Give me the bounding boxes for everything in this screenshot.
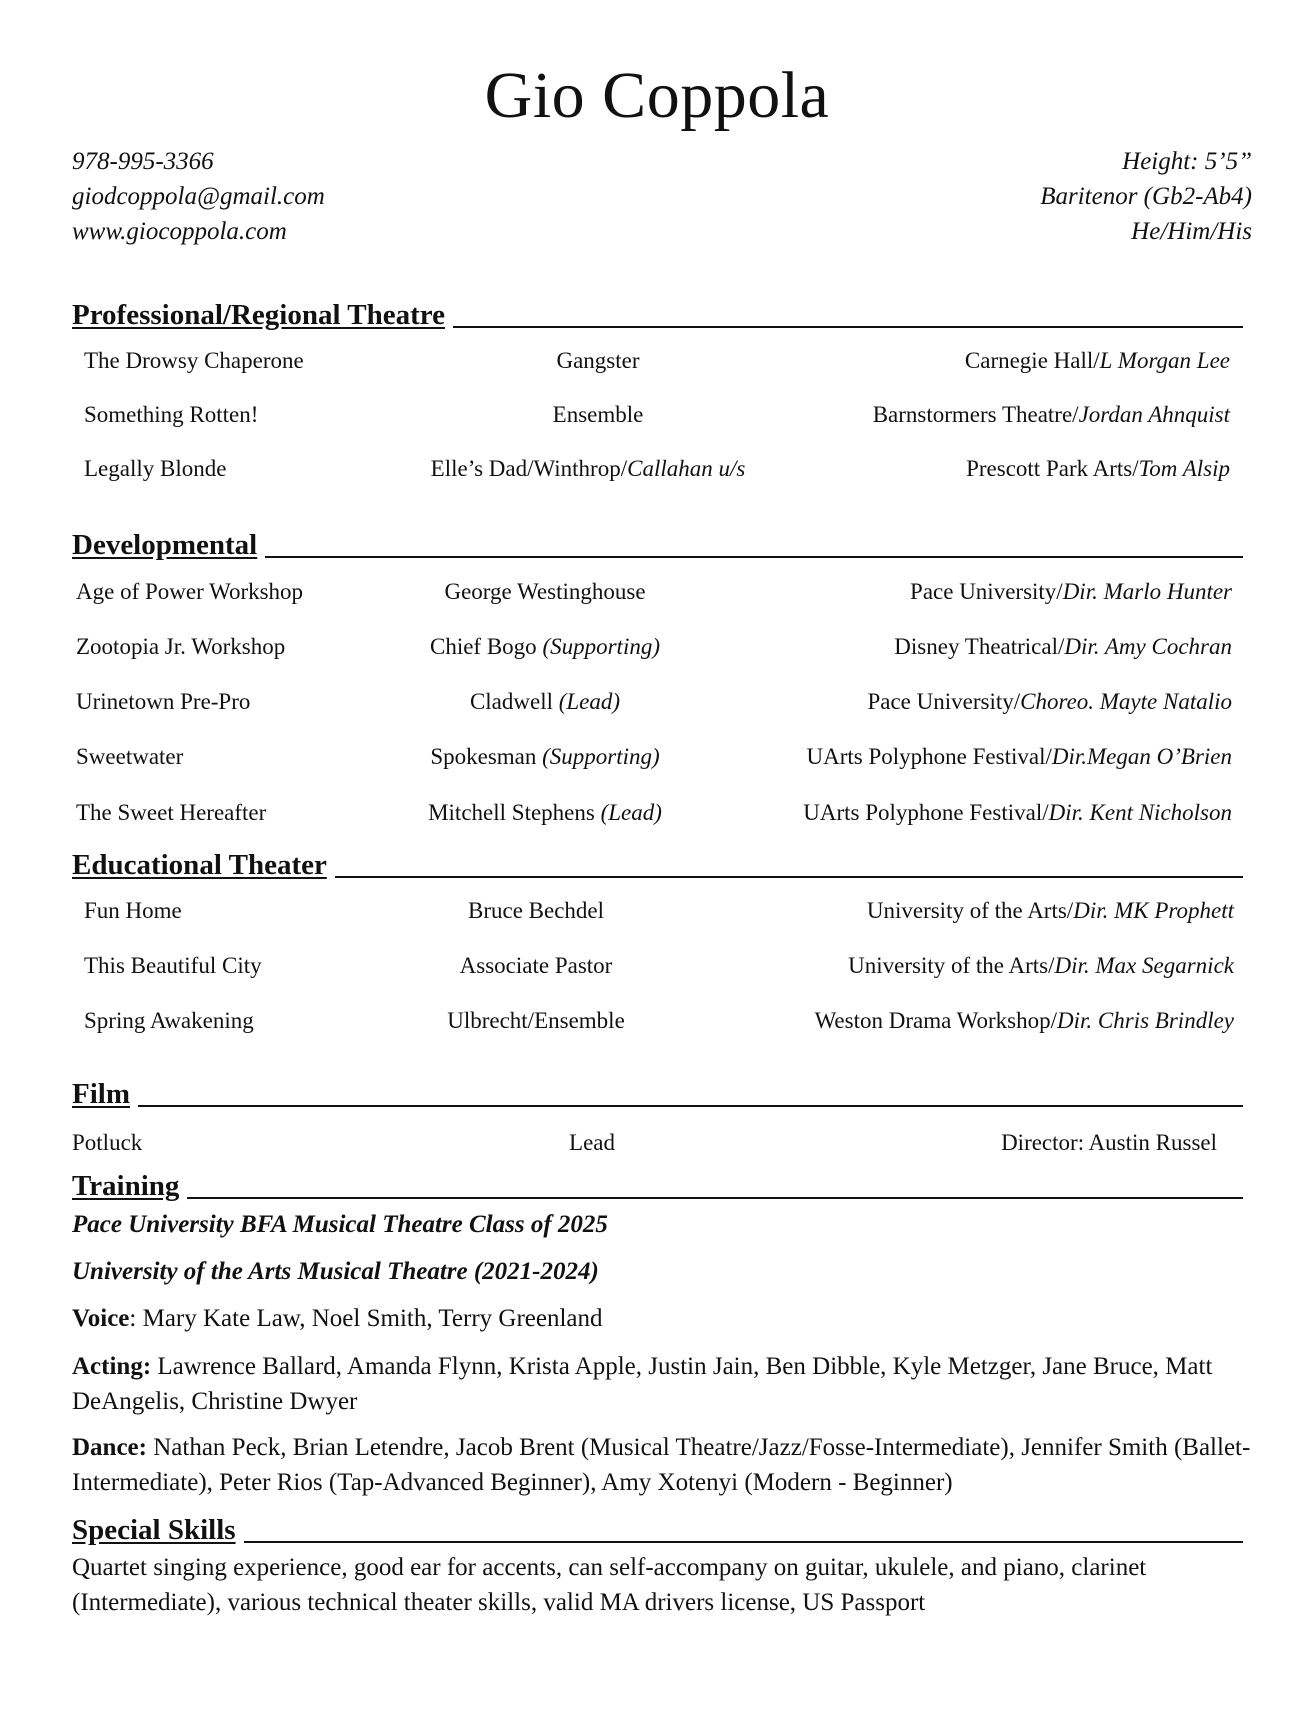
director: Choreo. Mayte Natalio [1020,689,1232,714]
director: Dir. MK Prophett [1073,898,1234,923]
venue: Pace University/Choreo. Mayte Natalio [867,689,1232,714]
contact-info [72,144,325,249]
dance-teachers: Nathan Peck, Brian Letendre, Jacob Brent (Musical Theatre/Jazz/Fosse-Intermediate), Jennifer Smith (Ballet-Intermediate), Peter Rios (Tap-Advanced Beginner), Amy Xotenyi (Modern - Beginner) [72,1434,1251,1496]
role: Mitchell Stephens (Lead) [428,800,662,825]
show-title: The Sweet Hereafter [76,800,267,825]
venue: Director: Austin Russel [1001,1130,1217,1155]
voice-label: Voice [72,1305,130,1332]
email[interactable]: giodcoppola@gmail.com [72,183,325,210]
director: Dir. Chris Brindley [1057,1008,1234,1033]
role: Gangster [556,348,640,373]
credit-row [0,800,1314,832]
training-acting [72,1349,1262,1419]
section-title: Special Skills [72,1514,244,1547]
training-school-pace: Pace University BFA Musical Theatre Class of 2025 [72,1211,608,1238]
director: Dir. Kent Nicholson [1048,800,1232,825]
director: Dir. Marlo Hunter [1062,579,1232,604]
pronouns: He/Him/His [1131,218,1252,245]
show-title: The Drowsy Chaperone [84,348,304,373]
director: Dir.Megan O’Brien [1051,744,1232,769]
show-title: Urinetown Pre-Pro [76,689,251,714]
show-title: Age of Power Workshop [76,579,304,604]
role: Ensemble [552,402,644,427]
credit-row [0,898,1314,930]
role: Bruce Bechdel [467,898,605,923]
venue: Carnegie Hall/L Morgan Lee [964,348,1230,373]
show-title: Potluck [72,1130,143,1155]
credit-row [0,456,1314,488]
show-title: This Beautiful City [84,953,262,978]
credit-row [0,744,1314,776]
venue: UArts Polyphone Festival/Dir. Kent Nicholson [803,800,1232,825]
section-title: Film [72,1078,138,1111]
section-skills-heading [72,1503,1243,1546]
section-title: Educational Theater [72,849,335,882]
role: Associate Pastor [459,953,613,978]
training-school-uarts: University of the Arts Musical Theatre (2021-2024) [72,1258,599,1285]
voice-type: Baritenor (Gb2-Ab4) [1040,183,1252,210]
role: Cladwell (Lead) [469,689,621,714]
venue: University of the Arts/Dir. MK Prophett [866,898,1234,923]
venue: UArts Polyphone Festival/Dir.Megan O’Brien [806,744,1232,769]
role: Elle’s Dad/Winthrop/Callahan u/s [430,456,746,481]
director: L Morgan Lee [1099,348,1230,373]
credit-row [0,634,1314,666]
training-voice [72,1301,1262,1336]
director: Tom Alsip [1138,456,1230,481]
phone: 978-995-3366 [72,148,214,175]
section-educational-heading [72,838,1243,881]
physical-info [1040,144,1252,249]
credit-row [0,953,1314,985]
venue: University of the Arts/Dir. Max Segarnick [848,953,1234,978]
venue: Prescott Park Arts/Tom Alsip [966,456,1230,481]
voice-teachers: : Mary Kate Law, Noel Smith, Terry Greenland [129,1305,603,1332]
section-title: Training [72,1170,187,1203]
show-title: Spring Awakening [84,1008,254,1033]
role: George Westinghouse [444,579,646,604]
show-title: Fun Home [84,898,182,923]
section-training-heading [72,1159,1243,1202]
role: Chief Bogo (Supporting) [429,634,660,659]
section-professional-heading [72,288,1243,331]
venue: Barnstormers Theatre/Jordan Ahnquist [872,402,1230,427]
resume-name: Gio Coppola [484,59,830,132]
credit-row [0,689,1314,721]
credit-row [0,1008,1314,1040]
venue: Weston Drama Workshop/Dir. Chris Brindley [814,1008,1234,1033]
height: Height: 5’5” [1122,148,1252,175]
special-skills-text: Quartet singing experience, good ear for accents, can self-accompany on guitar, ukulele, and piano, clarinet (Intermediate), various technical theater skills, valid MA drivers license, US Passport [72,1554,1147,1616]
section-title: Developmental [72,529,265,562]
director: Dir. Max Segarnick [1054,953,1234,978]
show-title: Legally Blonde [84,456,227,481]
venue: Pace University/Dir. Marlo Hunter [910,579,1232,604]
section-film-heading [72,1067,1243,1110]
dance-label: Dance: [72,1434,147,1461]
credit-row [0,402,1314,434]
role: Ulbrecht/Ensemble [447,1008,625,1033]
show-title: Sweetwater [76,744,184,769]
acting-teachers: Lawrence Ballard, Amanda Flynn, Krista Apple, Justin Jain, Ben Dibble, Kyle Metzger, Jane Bruce, Matt DeAngelis, Christine Dwyer [72,1353,1213,1415]
show-title: Zootopia Jr. Workshop [76,634,286,659]
section-title: Professional/Regional Theatre [72,299,453,332]
training-dance [72,1430,1262,1500]
show-title: Something Rotten! [84,402,259,427]
acting-label: Acting: [72,1353,152,1380]
director: Jordan Ahnquist [1078,402,1230,427]
role: Spokesman (Supporting) [430,744,660,769]
venue: Disney Theatrical/Dir. Amy Cochran [894,634,1232,659]
role: Lead [569,1130,615,1155]
director: Dir. Amy Cochran [1064,634,1232,659]
section-developmental-heading [72,518,1243,561]
credit-row [0,348,1314,380]
website[interactable]: www.giocoppola.com [72,218,287,245]
credit-row [0,579,1314,611]
credit-row [0,1130,1314,1162]
